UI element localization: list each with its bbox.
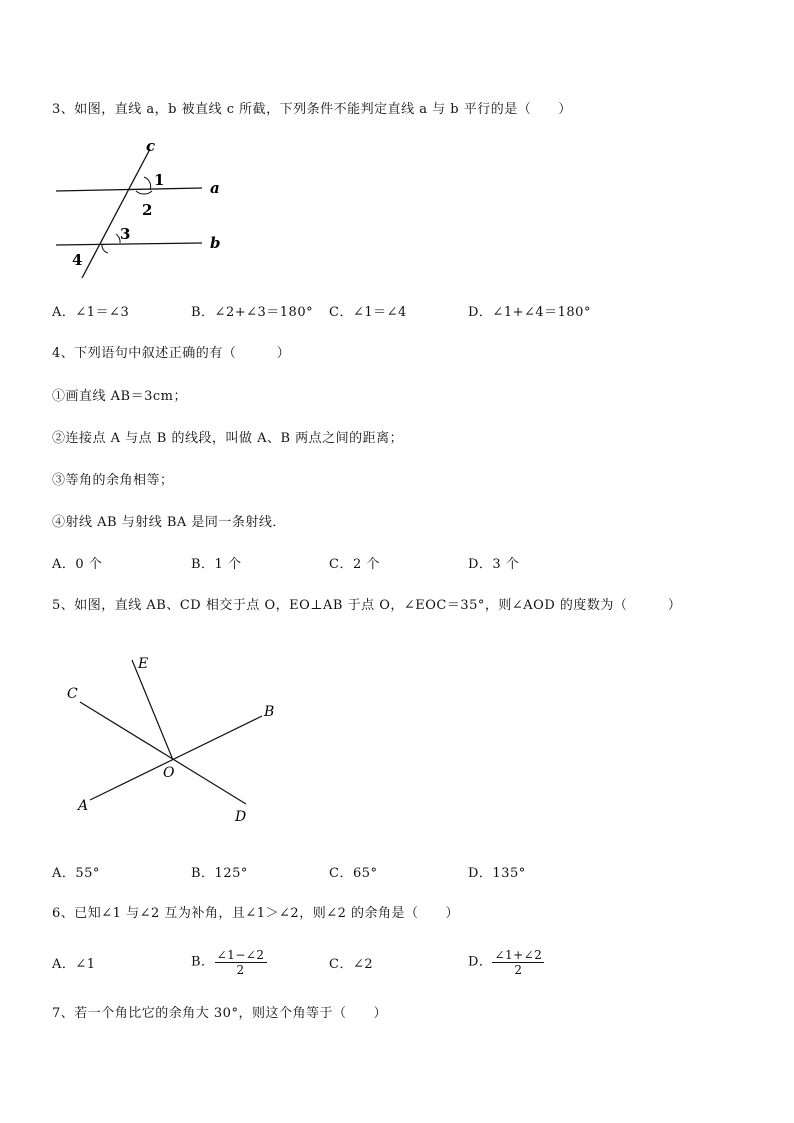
label-angle-3: 3 [120, 225, 131, 243]
label-D: D [235, 809, 247, 825]
line-c [82, 149, 153, 278]
q6-option-b-fraction [215, 948, 267, 977]
q4-statement-3: ③等角的余角相等； [52, 473, 174, 488]
angle-1-arc [144, 177, 151, 190]
label-angle-1: 1 [154, 171, 165, 189]
figure-parallel-lines [50, 135, 240, 285]
q4-statement-1: ①画直线 AB＝3cm； [52, 389, 187, 404]
q5-option-d: D．135° [468, 866, 526, 881]
q6-option-d-denominator: 2 [514, 963, 523, 977]
label-A: A [78, 798, 89, 814]
q6-option-d-prefix: D． [468, 954, 493, 970]
q4-option-d: D．3 个 [468, 557, 520, 572]
label-b: b [210, 234, 221, 252]
q6-option-d [468, 948, 544, 977]
q6-option-b-denominator: 2 [236, 963, 245, 977]
question-3-text: 3、如图，直线 a，b 被直线 c 所截，下列条件不能判定直线 a 与 b 平行的是（ ） [52, 102, 572, 117]
q3-option-b: B．∠2+∠3＝180° [191, 305, 314, 320]
line-b [56, 243, 202, 245]
line-cd [80, 702, 246, 804]
q5-option-a: A．55° [52, 866, 100, 881]
label-angle-2: 2 [142, 201, 153, 219]
q3-option-d: D．∠1+∠4＝180° [468, 305, 591, 320]
q5-option-c: C．65° [329, 866, 378, 881]
question-4-text: 4、下列语句中叙述正确的有（ ） [52, 346, 291, 361]
q4-statement-2: ②连接点 A 与点 B 的线段，叫做 A、B 两点之间的距离； [52, 431, 404, 446]
angle-2-arc [136, 191, 152, 194]
angle-4-arc [102, 245, 108, 253]
q6-option-b-numerator: ∠1−∠2 [216, 948, 265, 962]
q4-statement-4: ④射线 AB 与射线 BA 是同一条射线． [52, 515, 286, 530]
q3-option-c: C．∠1＝∠4 [329, 305, 407, 320]
label-angle-4: 4 [72, 251, 83, 269]
ray-oe [132, 660, 173, 760]
q5-option-b: B．125° [191, 866, 248, 881]
q6-option-a: A．∠1 [52, 957, 96, 972]
figure-intersecting-lines [60, 650, 300, 830]
line-ab [90, 716, 262, 800]
q4-option-a: A．0 个 [52, 557, 103, 572]
label-E: E [138, 656, 149, 672]
q6-option-c: C．∠2 [329, 957, 374, 972]
q6-option-b-prefix: B． [191, 954, 215, 970]
q3-option-a: A．∠1＝∠3 [52, 305, 130, 320]
q4-option-c: C．2 个 [329, 557, 380, 572]
label-c: c [146, 137, 156, 155]
question-7-text: 7、若一个角比它的余角大 30°，则这个角等于（ ） [52, 1006, 387, 1021]
q4-option-b: B．1 个 [191, 557, 242, 572]
label-B: B [264, 704, 275, 720]
q6-option-d-fraction [492, 948, 544, 977]
q6-option-d-numerator: ∠1+∠2 [494, 948, 543, 962]
question-5-text: 5、如图，直线 AB、CD 相交于点 O，EO⊥AB 于点 O，∠EOC＝35°，则∠AOD 的度数为（ ） [52, 598, 682, 613]
label-a: a [210, 179, 220, 197]
question-6-text: 6、已知∠1 与∠2 互为补角，且∠1＞∠2，则∠2 的余角是（ ） [52, 906, 459, 921]
label-O: O [163, 765, 175, 781]
label-C: C [67, 686, 78, 702]
q6-option-b [191, 948, 267, 977]
